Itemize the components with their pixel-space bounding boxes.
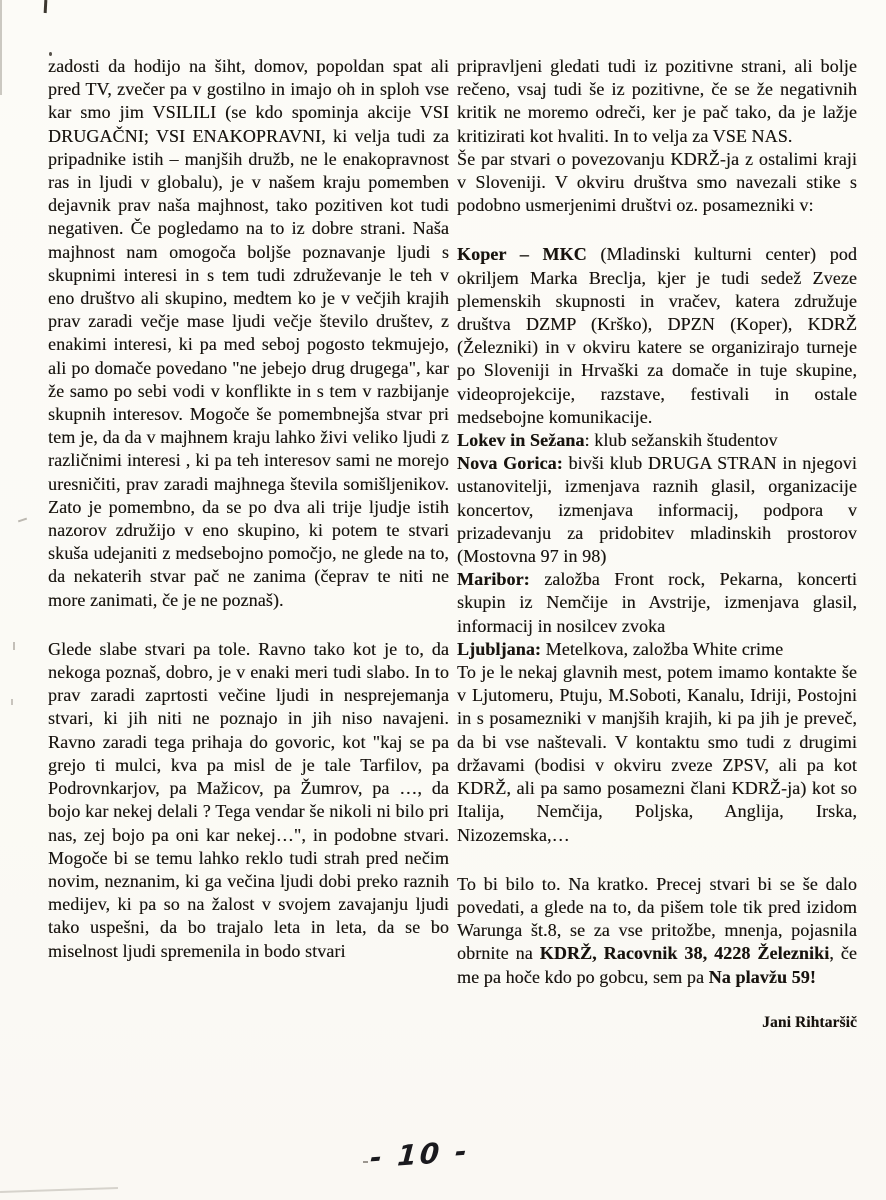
paragraph-nova-gorica bbox=[457, 452, 857, 568]
text-run: , če me pa hoče kdo po gobcu, sem pa bbox=[457, 943, 857, 987]
bold-text-run: Maribor: bbox=[457, 569, 545, 590]
paragraph-gap bbox=[48, 612, 449, 638]
author-signature bbox=[457, 1011, 857, 1034]
scan-artifact-margin-mark bbox=[11, 699, 13, 705]
scan-artifact-margin-mark bbox=[18, 518, 27, 523]
paragraph-gap bbox=[457, 217, 857, 243]
bold-text-run: Ljubljana: bbox=[457, 638, 546, 659]
text-run: (Mladinski kulturni center) pod okriljem Marka Breclja, kjer je tudi sedež Zveze plemenskih skupnosti in vračev, katera združuje društva DZMP (Krško), DPZN (Koper), KDRŽ (Železniki) in v okviru katere se organizirajo turneje po Sloveniji in Hrvaški za domače in tuje skupine, videoprojekcije, razstave, festivali in ostale medsebojne komunikacije. bbox=[457, 244, 857, 427]
bold-text-run: Na plavžu 59! bbox=[708, 966, 816, 987]
text-run: To je le nekaj glavnih mest, potem imamo kontakte še v Ljutomeru, Ptuju, M.Soboti, Kanalu, Idriji, Postojni in s posamezniki v manjših krajih, ki pa jih je preveč, da bi vse naštevali. V kontaktu smo tudi z drugimi državami (bodisi v okviru zveze ZPSV, ali pa kot KDRŽ, ali pa samo posamezni člani KDRŽ-ja) kot so Italija, Nemčija, Poljska, Anglija, Irska, Nizozemska,… bbox=[457, 662, 857, 845]
paragraph-slabe-stvari bbox=[48, 638, 449, 963]
right-text-column bbox=[457, 55, 857, 1034]
text-run: Jani Rihtaršič bbox=[762, 1013, 857, 1031]
paragraph-povezovanje bbox=[457, 148, 857, 218]
paragraph-lokev-sezana bbox=[457, 429, 857, 452]
paragraph-majhnost bbox=[48, 55, 449, 612]
scan-artifact-speck bbox=[363, 1161, 368, 1163]
text-run: : klub sežanskih študentov bbox=[584, 430, 778, 451]
handwritten-page-number: - 10 - bbox=[368, 1134, 471, 1175]
paragraph-maribor bbox=[457, 568, 857, 638]
scan-artifact-top-tick bbox=[44, 0, 48, 13]
paragraph-pozitivna-stran bbox=[457, 55, 857, 148]
text-run: pripravljeni gledati tudi iz pozitivne strani, ali bolje rečeno, vsaj tudi še iz pozitivne, če se že negativnih kritik ne moremo odreči, ker je pač tako, da je lažje kritizirati kot hvaliti. In to velja za VSE NAS. bbox=[457, 56, 857, 146]
scan-artifact-margin-mark bbox=[13, 642, 15, 650]
text-run: Metelkova, založba White crime bbox=[545, 638, 784, 659]
text-run: založba Front rock, Pekarna, koncerti skupin iz Nemčije in Avstrije, izmenjava glasil, informacij in nosilcev zvoka bbox=[457, 569, 857, 636]
scan-artifact-left-edge bbox=[0, 0, 2, 95]
text-run: bivši klub DRUGA STRAN in njegovi ustanovitelji, izmenjava raznih glasil, organizacije koncertov, izmenjava informacij, podpora v prizadevanju za pridobitev mladinskih prostorov (Mostovna 97 in 98) bbox=[457, 453, 857, 567]
paragraph-koper bbox=[457, 243, 857, 429]
bold-text-run: KDRŽ, Racovnik 38, 4228 Železniki bbox=[539, 943, 830, 964]
text-run: Glede slabe stvari pa tole. Ravno tako kot je to, da nekoga poznaš, dobro, je v enaki meri tudi slabo. In to prav zaradi zaprtosti večine ljudi in nesprejemanja stvari, ki jih niti ne poznajo in jih niso navajeni. Ravno zaradi tega prihaja do govoric, kot "kaj se pa grejo ti mulci, kva pa misl de je tale Tarfilov, pa Podrovnkarjov, pa Mažicov, pa Žumrov, pa …, da bojo kar nekej delali ? Tega vendar še nikoli ni bilo pri nas, zej bojo pa oni kar nekej…", in podobne stvari. Mogoče bi se temu lahko reklo tudi strah pred nečim novim, neznanim, ki ga večina ljudi dobi preko raznih medijev, ki pa so na žalost v svojem zavajanju ljudi tako uspešni, da bo trajalo leta in leta, da se bo miselnost ljudi spremenila in bodo stvari bbox=[48, 638, 449, 961]
bold-text-run: Lokev in Sežana bbox=[457, 430, 585, 451]
text-run: To bi bilo to. Na kratko. Precej stvari bi se še dalo povedati, a glede na to, da pišem tole tik pred izidom Warunga št.8, se za vse pritožbe, mnenja, pojasnila obrnite na bbox=[457, 873, 857, 964]
paragraph-zakljucek bbox=[457, 873, 857, 989]
left-text-column bbox=[48, 55, 449, 963]
bold-text-run: Koper – MKC bbox=[457, 244, 601, 265]
paragraph-gap bbox=[457, 847, 857, 873]
text-run: zadosti da hodijo na šiht, domov, popoldan spat ali pred TV, zvečer pa v gostilno in imajo oh in sploh vse kar smo jim VSILILI (se kdo spominja akcije VSI DRUGAČNI; VSI ENAKOPRAVNI, ki velja tudi za pripadnike istih – manjših družb, ne le enakopravnost ras in ljudi v globalu), je v našem kraju pomemben dejavnik prav naša majhnost, tako pozitiven kot tudi negativen. Če pogledamo na to iz dobre strani. Naša majhnost nam omogoča boljše poznavanje ljudi s skupnimi interesi in s tem tudi združevanje le teh v eno društvo ali skupino, medtem ko je v večjih krajih prav zaradi večje mase ljudi večje število društev, z enakimi interesi, ki pa med seboj pogosto tekmujejo, ali po domače povedano "ne jebejo drug drugega", kar že samo po sebi vodi v konflikte in s tem v razbijanje skupnih interesov. Mogoče še pomembnejša stvar pri tem je, da da v majhnem kraju lahko živi veliko ljudi z različnimi interesi , ki pa teh interesov sami ne morejo uresničiti, prav zaradi majhnega števila somišljenikov. Zato je pomembno, da se po dva ali trije ljudje istih nazorov združijo v eno skupino, ki potem te stvari skuša udejaniti z medsebojno pomočjo, ne glede na to, da nekaterih stvar pač ne zanima (čeprav te niti ne more zanimati, če je ne poznaš). bbox=[48, 56, 449, 610]
paragraph-glavna-mesta bbox=[457, 661, 857, 847]
bold-text-run: Nova Gorica: bbox=[457, 453, 569, 474]
scan-artifact-bottom-edge bbox=[0, 1187, 118, 1193]
text-run: Še par stvari o povezovanju KDRŽ-ja z ostalimi kraji v Sloveniji. V okviru društva smo navezali stike s podobno usmerjenimi društvi oz. posamezniki v: bbox=[457, 148, 857, 216]
paragraph-ljubljana bbox=[457, 638, 857, 661]
